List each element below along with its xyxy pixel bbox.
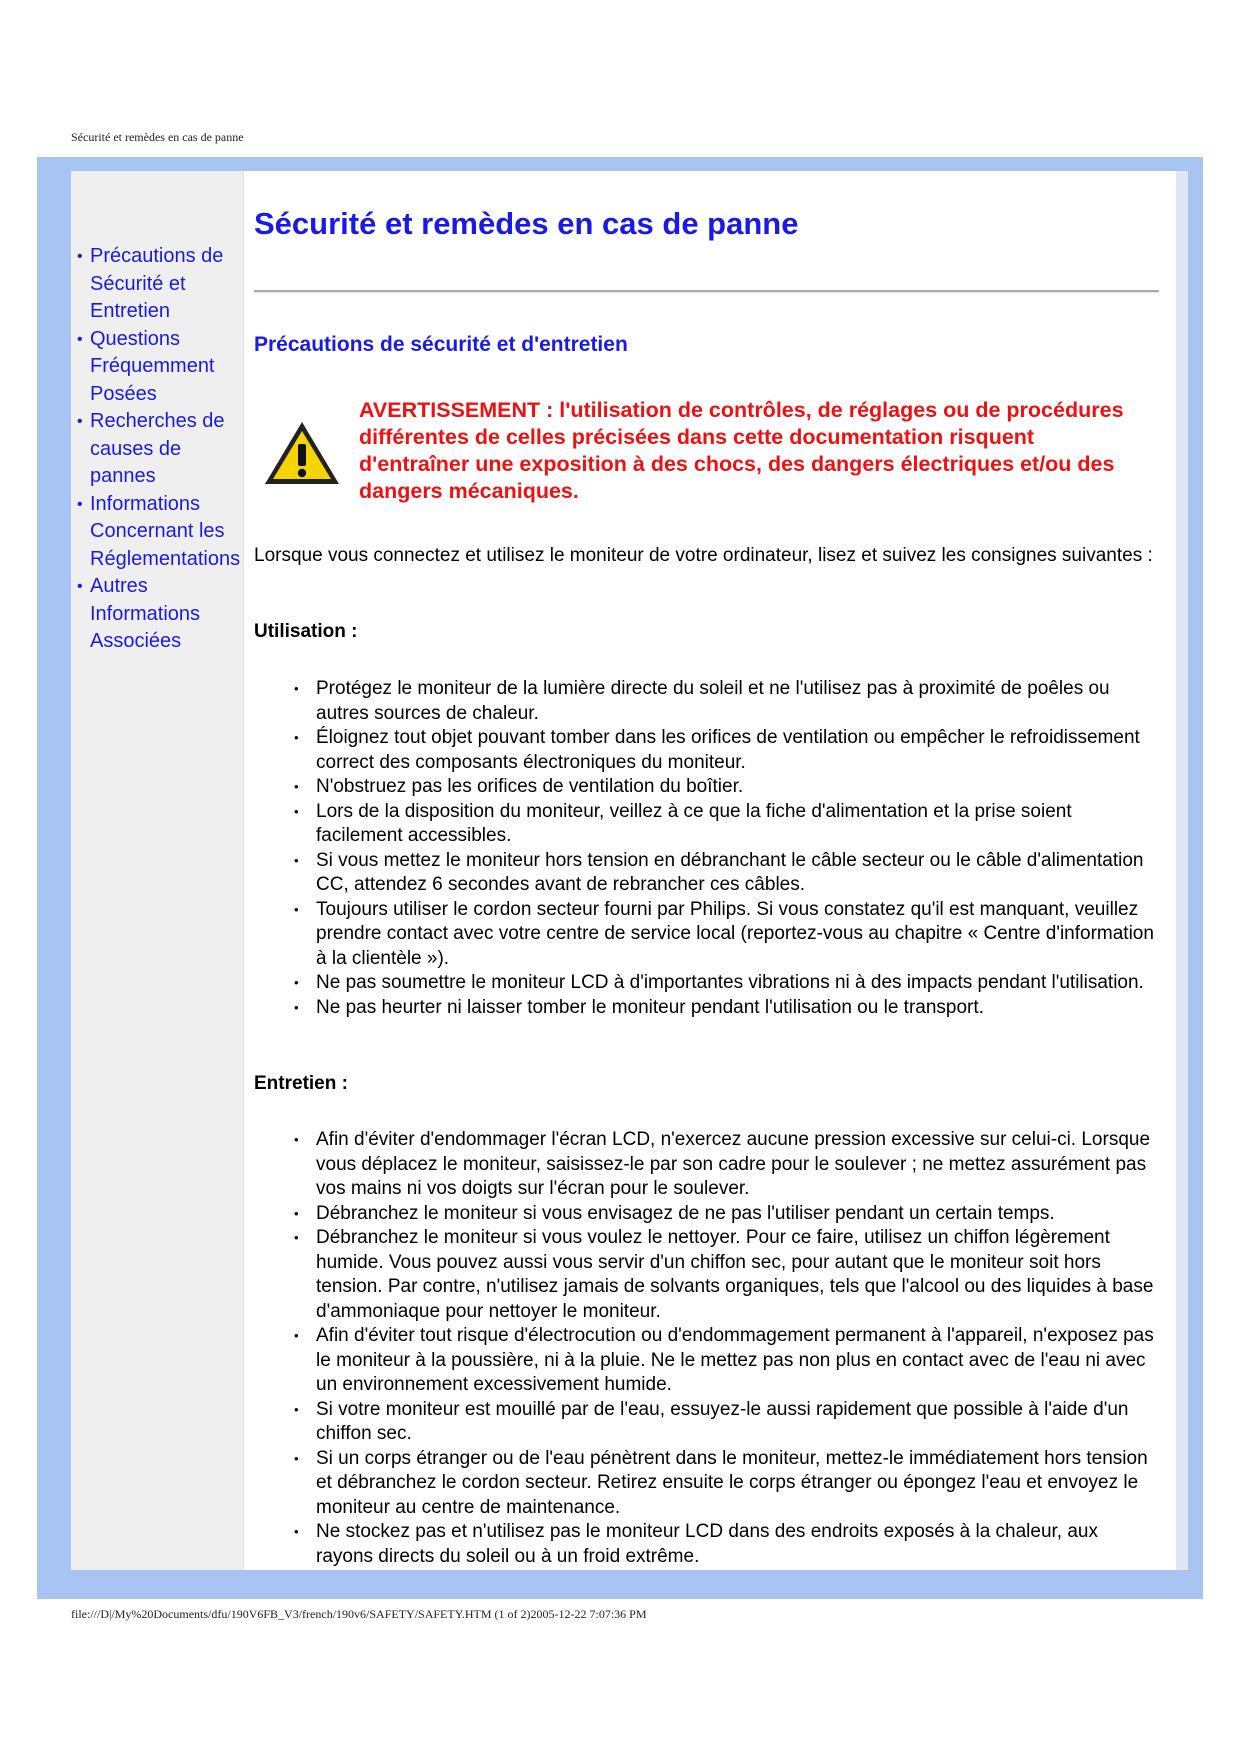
entretien-heading: Entretien : bbox=[254, 1073, 348, 1094]
list-item: • Débranchez le moniteur si vous envisagez de ne pas l'utiliser pendant un certain temps. bbox=[316, 1202, 1156, 1227]
right-rail bbox=[1176, 171, 1188, 1570]
intro-paragraph: Lorsque vous connectez et utilisez le moniteur de votre ordinateur, lisez et suivez les consignes suivantes : bbox=[254, 545, 1153, 566]
sidebar-item-precautions[interactable] bbox=[77, 243, 247, 326]
list-item: • Si un corps étranger ou de l'eau pénètrent dans le moniteur, mettez-le immédiatement hors tension et débranchez le cordon secteur. Retirez ensuite le corps étranger ou épongez l'eau et envoyez le moniteur au centre de maintenance. bbox=[316, 1447, 1156, 1521]
list-item: • Si votre moniteur est mouillé par de l'eau, essuyez-le aussi rapidement que possible à l'aide d'un chiffon sec. bbox=[316, 1398, 1156, 1447]
sidebar-link-regulatory[interactable]: Informations Concernant les Réglementations bbox=[90, 492, 241, 570]
warning-triangle-icon bbox=[262, 418, 342, 488]
list-item: • Afin d'éviter d'endommager l'écran LCD, n'exercez aucune pression excessive sur celui-ci. Lorsque vous déplacez le moniteur, saisissez-le par son cadre pour le soulever ; ne mettez assurément pas vos mains ni vos doigts sur l'écran pour le soulever. bbox=[316, 1128, 1156, 1202]
list-item: • Ne stockez pas et n'utilisez pas le moniteur LCD dans des endroits exposés à la chaleur, aux rayons directs du soleil ou à un froid extrême. bbox=[316, 1520, 1156, 1569]
list-item: • N'obstruez pas les orifices de ventilation du boîtier. bbox=[316, 775, 1156, 800]
list-item: • Ne pas heurter ni laisser tomber le moniteur pendant l'utilisation ou le transport. bbox=[316, 996, 1156, 1021]
sidebar-nav bbox=[77, 243, 247, 656]
sidebar-link-faq[interactable]: Questions Fréquemment Posées bbox=[90, 327, 215, 405]
list-item: • Éloignez tout objet pouvant tomber dans les orifices de ventilation ou empêcher le refroidissement correct des composants électroniques du moniteur. bbox=[316, 726, 1156, 775]
sidebar-item-faq[interactable] bbox=[77, 326, 247, 409]
list-item: • Lors de la disposition du moniteur, veillez à ce que la fiche d'alimentation et la prise soient facilement accessibles. bbox=[316, 800, 1156, 849]
sidebar-item-other-info[interactable] bbox=[77, 573, 247, 656]
list-item: • Si vous mettez le moniteur hors tension en débranchant le câble secteur ou le câble d'alimentation CC, attendez 6 secondes avant de rebrancher ces câbles. bbox=[316, 849, 1156, 898]
list-item: • Afin d'éviter tout risque d'électrocution ou d'endommagement permanent à l'appareil, n'exposez pas le moniteur à la poussière, ni à la pluie. Ne le mettez pas non plus en contact avec de l'eau ni avec un environnement excessivement humide. bbox=[316, 1324, 1156, 1398]
print-footer: file:///D|/My%20Documents/dfu/190V6FB_V3/french/190v6/SAFETY/SAFETY.HTM (1 of 2)2005-12-22 7:07:36 PM bbox=[71, 1607, 647, 1621]
utilisation-list bbox=[316, 677, 1156, 1020]
warning-text: AVERTISSEMENT : l'utilisation de contrôles, de réglages ou de procédures différentes de celles précisées dans cette documentation risquent d'entraîner une exposition à des chocs, des dangers électriques et/ou des dangers mécaniques. bbox=[359, 398, 1124, 503]
utilisation-heading: Utilisation : bbox=[254, 621, 358, 642]
title-divider bbox=[254, 290, 1159, 293]
list-item: • Débranchez le moniteur si vous voulez le nettoyer. Pour ce faire, utilisez un chiffon légèrement humide. Vous pouvez aussi vous servir d'un chiffon sec, pour autant que le moniteur soit hors tension. Par contre, n'utilisez jamais de solvants organiques, tels que l'alcool ou des liquides à base d'ammoniaque pour nettoyer le moniteur. bbox=[316, 1226, 1156, 1324]
section-title: Précautions de sécurité et d'entretien bbox=[254, 333, 628, 356]
sidebar-link-other-info[interactable]: Autres Informations Associées bbox=[90, 575, 201, 652]
sidebar-item-regulatory[interactable] bbox=[77, 491, 247, 574]
print-header: Sécurité et remèdes en cas de panne bbox=[71, 130, 244, 144]
list-item: • Protégez le moniteur de la lumière directe du soleil et ne l'utilisez pas à proximité de poêles ou autres sources de chaleur. bbox=[316, 677, 1156, 726]
sidebar bbox=[71, 171, 244, 1570]
entretien-list bbox=[316, 1128, 1156, 1569]
page-title: Sécurité et remèdes en cas de panne bbox=[254, 206, 799, 241]
sidebar-link-precautions[interactable]: Précautions de Sécurité et Entretien bbox=[90, 245, 224, 322]
sidebar-item-troubleshooting[interactable] bbox=[77, 408, 247, 491]
list-item: • Toujours utiliser le cordon secteur fourni par Philips. Si vous constatez qu'il est manquant, veuillez prendre contact avec votre centre de service local (reportez-vous au chapitre « Centre d'information à la clientèle »). bbox=[316, 898, 1156, 972]
sidebar-link-troubleshooting[interactable]: Recherches de causes de pannes bbox=[90, 410, 225, 487]
list-item: • Ne pas soumettre le moniteur LCD à d'importantes vibrations ni à des impacts pendant l'utilisation. bbox=[316, 971, 1156, 996]
